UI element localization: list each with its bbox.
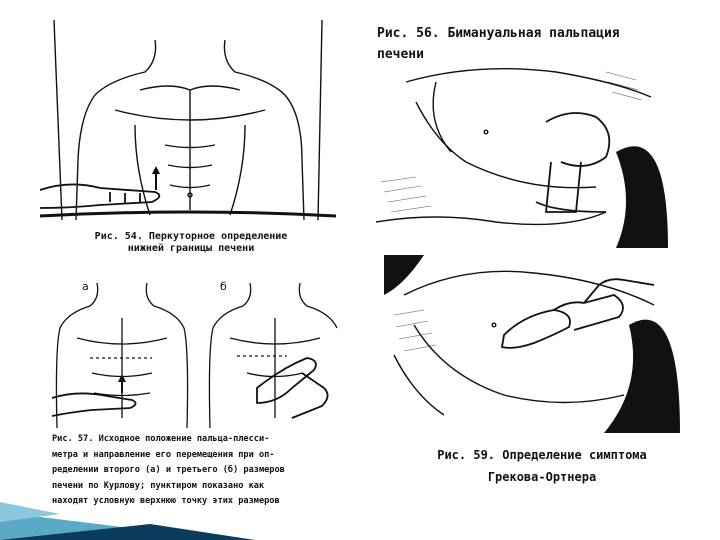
figure-57-label-b: б [220, 280, 227, 293]
figure-59-drawing [384, 255, 680, 433]
figure-54-drawing [40, 20, 336, 220]
figure-54 [40, 20, 336, 220]
figure-57-caption: Рис. 57. Исходное положение пальца-плесси- метра и направление его перемещения при оп- ределении второго (а) и третьего (б) размеров печени по Курлову; пунктиром показано как находят условную верхнюю точку этих размеров [52, 434, 285, 506]
figure-56-drawing [376, 62, 668, 248]
figure-59-caption: Рис. 59. Определение симптома Грекова-Ортнера [437, 448, 647, 484]
figure-56 [376, 62, 668, 248]
figure-57 [52, 278, 338, 428]
figure-59 [384, 255, 680, 433]
figure-57-label-a: а [82, 280, 89, 293]
figure-54-caption: Рис. 54. Перкуторное определение нижней границы печени [94, 231, 288, 254]
figure-57-drawing [52, 278, 338, 428]
slide-corner-ribbon [0, 450, 260, 540]
figure-56-caption: Рис. 56. Бимануальная пальпация печени [377, 26, 620, 62]
